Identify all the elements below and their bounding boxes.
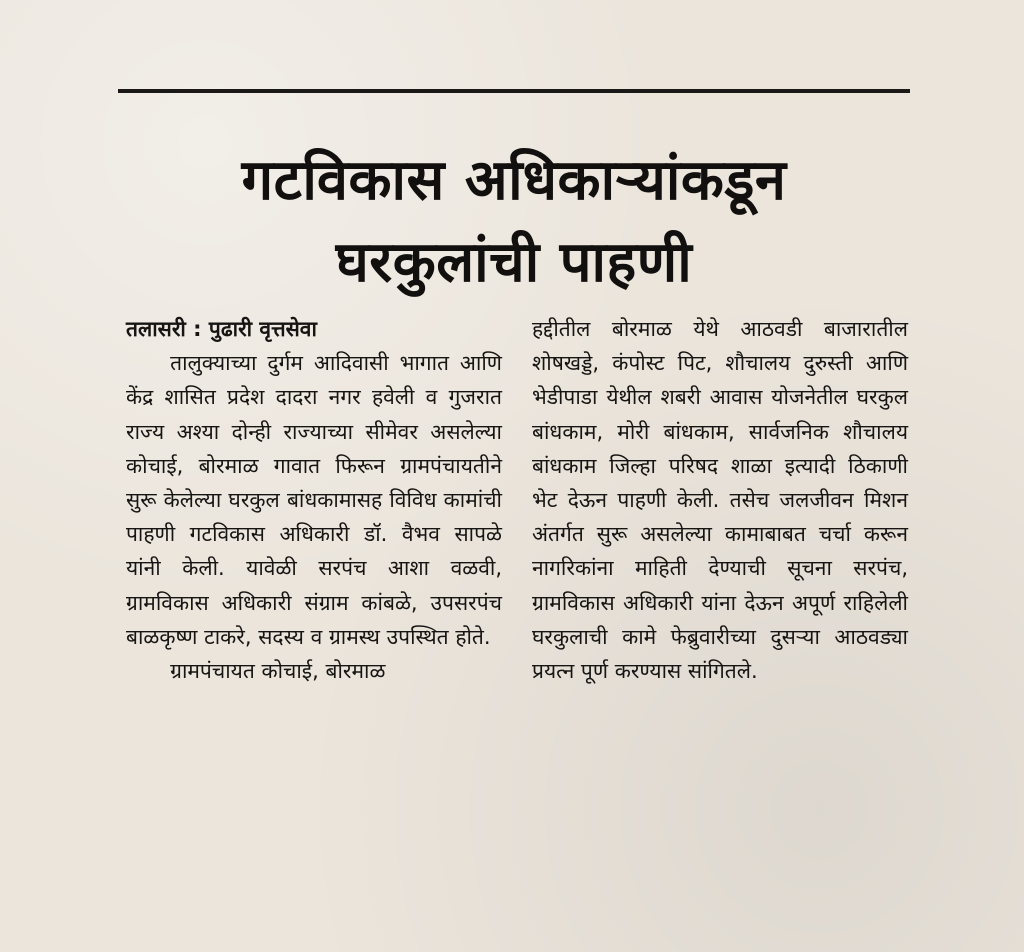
article-column-left xyxy=(126,312,502,688)
headline-line-1: गटविकास अधिकाऱ्यांकडून xyxy=(241,148,787,213)
article-paragraph-2-start: ग्रामपंचायत कोचाई, बोरमाळ xyxy=(170,659,386,684)
article-paragraph-1: तालुक्याच्या दुर्गम आदिवासी भागात आणि केंद्र शासित प्रदेश दादरा नगर हवेली व गुजरात राज्य अश्या दोन्ही राज्याच्या सीमेवर असलेल्या कोचाई, बोरमाळ गावात फिरून ग्रामपंचायतीने सुरू केलेल्या घरकुल बांधकामासह विविध कामांची पाहणी गटविकास अधिकारी डॉ. वैभव सापळे यांनी केली. यावेळी सरपंच आशा वळवी, ग्रामविकास अधिकारी संग्राम कांबळे, उपसरपंच बाळकृष्ण टाकरे, सदस्य व ग्रामस्थ उपस्थित होते. xyxy=(126,351,502,649)
article-paragraph-2-continued: हद्दीतील बोरमाळ येथे आठवडी बाजारातील शोषखड्डे, कंपोस्ट पिट, शौचालय दुरुस्ती आणि भेडीपाडा येथील शबरी आवास योजनेतील घरकुल बांधकाम, मोरी बांधकाम, सार्वजनिक शौचालय बांधकाम जिल्हा परिषद शाळा इत्यादी ठिकाणी भेट देऊन पाहणी केली. तसेच जलजीवन मिशन अंतर्गत सुरू असलेल्या कामाबाबत चर्चा करून नागरिकांना माहिती देण्याची सूचना सरपंच, ग्रामविकास अधिकारी यांना देऊन अपूर्ण राहिलेली घरकुलाची कामे फेब्रुवारीच्या दुसऱ्या आठवड्या प्रयत्न पूर्ण करण्यास सांगितले. xyxy=(532,317,908,684)
headline-line-2: घरकुलांची पाहणी xyxy=(335,230,693,295)
top-divider-rule xyxy=(118,89,910,93)
dateline: तलासरी : पुढारी वृत्तसेवा xyxy=(126,317,317,341)
article-column-right xyxy=(532,312,908,688)
headline xyxy=(118,140,910,304)
